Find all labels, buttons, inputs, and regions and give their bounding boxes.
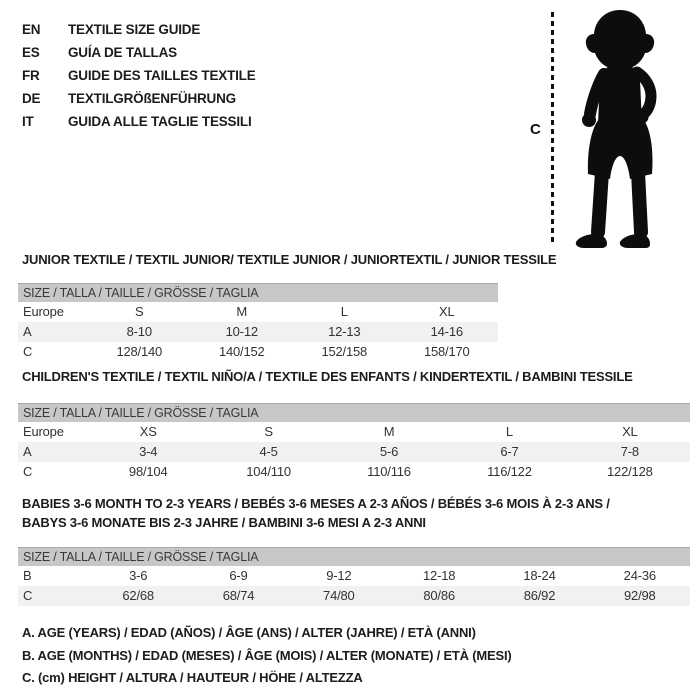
age-cell: 10-12 xyxy=(225,324,258,339)
height-cell: 68/74 xyxy=(222,588,255,603)
age-cell: 5-6 xyxy=(379,444,399,459)
language-code: FR xyxy=(22,68,40,83)
row-label: Europe xyxy=(23,304,64,319)
row-label: Europe xyxy=(23,424,64,439)
height-cell: 128/140 xyxy=(116,344,163,359)
legend-line-age-years: A. AGE (YEARS) / EDAD (AÑOS) / ÂGE (ANS) / ALTER (JAHRE) / ETÀ (ANNI) xyxy=(22,625,476,640)
size-cell: S xyxy=(135,304,144,319)
size-table-junior xyxy=(18,283,498,362)
language-code: EN xyxy=(22,22,41,37)
size-figure xyxy=(520,0,700,260)
language-row xyxy=(22,64,256,87)
row-label: C xyxy=(23,344,33,359)
row-label: A xyxy=(23,444,32,459)
age-cell: 3-4 xyxy=(139,444,158,459)
height-cell: 86/92 xyxy=(523,588,556,603)
height-measure-dashed-line xyxy=(551,12,554,245)
size-cell: M xyxy=(383,424,395,439)
language-label: GUIDE DES TAILLES TEXTILE xyxy=(68,68,256,83)
language-row xyxy=(22,41,256,64)
language-row xyxy=(22,110,256,133)
age-cell: 12-13 xyxy=(328,324,361,339)
language-title-list xyxy=(22,18,256,133)
table-row-height xyxy=(18,462,690,482)
table-row-height xyxy=(18,342,498,362)
height-measure-label: C xyxy=(530,121,541,138)
age-cell: 9-12 xyxy=(326,568,352,583)
height-cell: 74/80 xyxy=(323,588,355,603)
measurement-legend xyxy=(22,622,512,690)
age-cell: 3-6 xyxy=(129,568,148,583)
section-title-children: CHILDREN'S TEXTILE / TEXTIL NIÑO/A / TEXTILE DES ENFANTS / KINDERTEXTIL / BAMBINI TESSILE xyxy=(22,369,633,384)
age-cell: 6-9 xyxy=(229,568,248,583)
row-label: A xyxy=(23,324,32,339)
size-cell: S xyxy=(264,424,273,439)
height-cell: 158/170 xyxy=(423,344,470,359)
table-row-height xyxy=(18,586,690,606)
age-cell: 6-7 xyxy=(500,444,519,459)
size-cell: XS xyxy=(139,424,157,439)
language-code: DE xyxy=(22,91,41,106)
size-cell: XL xyxy=(438,304,455,319)
legend-line-height: C. (cm) HEIGHT / ALTURA / HAUTEUR / HÖHE / ALTEZZA xyxy=(22,670,363,685)
language-row xyxy=(22,18,256,41)
language-code: IT xyxy=(22,114,34,129)
table-header-bar: SIZE / TALLA / TAILLE / GRÖSSE / TAGLIA xyxy=(18,403,690,422)
age-cell: 4-5 xyxy=(259,444,278,459)
height-cell: 104/110 xyxy=(246,464,291,479)
row-label: B xyxy=(23,568,32,583)
height-cell: 122/128 xyxy=(607,464,653,479)
height-cell: 92/98 xyxy=(624,588,656,603)
language-label: GUIDA ALLE TAGLIE TESSILI xyxy=(68,114,252,129)
height-cell: 98/104 xyxy=(128,464,168,479)
table-row-europe xyxy=(18,422,690,442)
language-row xyxy=(22,87,256,110)
table-row-age xyxy=(18,442,690,462)
height-cell: 80/86 xyxy=(423,588,455,603)
age-cell: 24-36 xyxy=(623,568,656,583)
table-header-bar: SIZE / TALLA / TAILLE / GRÖSSE / TAGLIA xyxy=(18,283,498,302)
size-cell: M xyxy=(236,304,248,319)
size-cell: L xyxy=(505,424,513,439)
toddler-silhouette-icon xyxy=(558,6,692,252)
height-cell: 62/68 xyxy=(122,588,154,603)
age-cell: 7-8 xyxy=(620,444,639,459)
age-cell: 12-18 xyxy=(423,568,456,583)
height-cell: 110/116 xyxy=(367,464,411,479)
size-cell: XL xyxy=(622,424,638,439)
title-line: BABYS 3-6 MONATE BIS 2-3 JAHRE / BAMBINI 3-6 MESI A 2-3 ANNI xyxy=(22,515,426,530)
size-table-babies xyxy=(18,547,690,606)
height-cell: 152/158 xyxy=(321,344,368,359)
size-cell: L xyxy=(340,304,348,319)
title-line: BABIES 3-6 MONTH TO 2-3 YEARS / BEBÉS 3-6 MESES A 2-3 AÑOS / BÉBÉS 3-6 MOIS À 2-3 ANS / xyxy=(22,496,610,511)
size-table-children xyxy=(18,403,690,482)
language-label: TEXTILGRÖßENFÜHRUNG xyxy=(68,91,236,106)
age-cell: 8-10 xyxy=(126,324,152,339)
section-title-junior: JUNIOR TEXTILE / TEXTIL JUNIOR/ TEXTILE JUNIOR / JUNIORTEXTIL / JUNIOR TESSILE xyxy=(22,252,557,267)
language-code: ES xyxy=(22,45,40,60)
legend-line-age-months: B. AGE (MONTHS) / EDAD (MESES) / ÂGE (MOIS) / ALTER (MONATE) / ETÀ (MESI) xyxy=(22,647,512,663)
table-row-age-months xyxy=(18,566,690,586)
table-row-age xyxy=(18,322,498,342)
height-cell: 140/152 xyxy=(218,344,265,359)
table-header-bar: SIZE / TALLA / TAILLE / GRÖSSE / TAGLIA xyxy=(18,547,690,566)
row-label: C xyxy=(23,464,33,479)
language-label: TEXTILE SIZE GUIDE xyxy=(68,22,201,37)
age-cell: 14-16 xyxy=(430,324,463,339)
language-label: GUÍA DE TALLAS xyxy=(68,45,177,60)
table-row-europe xyxy=(18,302,498,322)
section-title-babies xyxy=(22,494,610,532)
row-label: C xyxy=(23,588,33,603)
height-cell: 116/122 xyxy=(487,464,532,479)
age-cell: 18-24 xyxy=(523,568,556,583)
